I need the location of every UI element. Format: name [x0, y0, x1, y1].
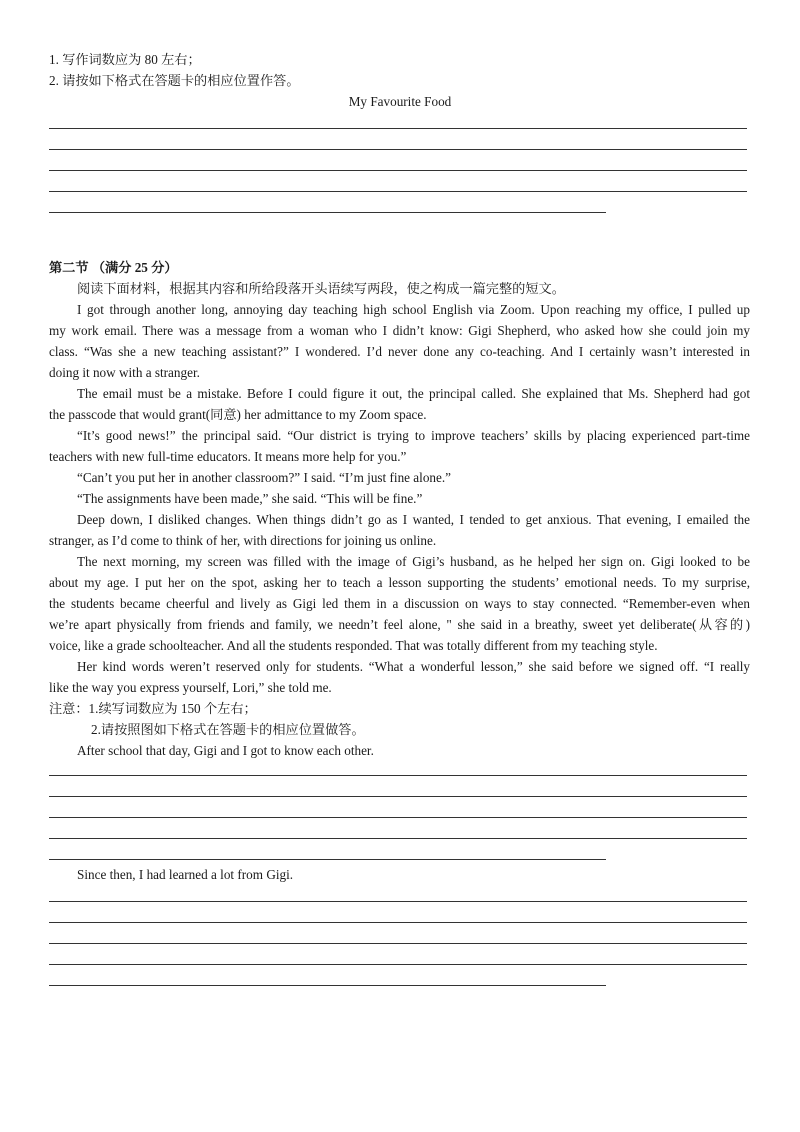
- answer-line: [49, 859, 606, 860]
- story-line: voice, like a grade schoolteacher. And all the students responded. That was totally different from my teaching style.: [49, 638, 658, 653]
- story-line: Her kind words weren’t reserved only for students. “What a wonderful lesson,” she said before we signed off. “I really: [77, 659, 750, 674]
- story-line: like the way you express yourself, Lori,” she told me.: [49, 680, 332, 695]
- story-line: the passcode that would grant(同意) her admittance to my Zoom space.: [49, 407, 427, 422]
- answer-line: [49, 922, 747, 923]
- story-line: the students became cheerful and lively as Gigi led them in a discussion on ways to stay connected. “Remember-even when: [49, 596, 750, 611]
- answer-line: [49, 964, 747, 965]
- story-line: Deep down, I disliked changes. When things didn’t go as I wanted, I tended to get anxious. That evening, I emailed the: [77, 512, 750, 527]
- answer-line: [49, 775, 747, 776]
- answer-line: [49, 128, 747, 129]
- story-line: about my age. I put her on the spot, asking her to teach a lesson supporting the students’ emotional needs. To my surprise,: [49, 575, 750, 590]
- story-line: The next morning, my screen was filled with the image of Gigi’s husband, as he helped her sign on. Gigi looked to be: [77, 554, 750, 569]
- answer-line: [49, 943, 747, 944]
- story-line: “The assignments have been made,” she said. “This will be fine.”: [77, 491, 423, 506]
- note-format: 2.请按照图如下格式在答题卡的相应位置做答。: [91, 722, 365, 737]
- answer-line: [49, 212, 606, 213]
- answer-line: [49, 817, 747, 818]
- answer-line: [49, 796, 747, 797]
- answer-line: [49, 838, 747, 839]
- story-line: stranger, as I’d come to think of her, with directions for joining us online.: [49, 533, 437, 548]
- story-line: “Can’t you put her in another classroom?” I said. “I’m just fine alone.”: [77, 470, 452, 485]
- story-line: doing it now with a stranger.: [49, 365, 200, 380]
- story-line: I got through another long, annoying day teaching high school English via Zoom. Upon reaching my office, I pulled up: [77, 302, 750, 317]
- story-line: class. “Was she a new teaching assistant?” I wondered. I’d never done any co-teaching. And I certainly wasn’t interested in: [49, 344, 750, 359]
- instruction-word-count: 1. 写作词数应为 80 左右；: [49, 52, 201, 67]
- answer-line: [49, 149, 747, 150]
- answer-line: [49, 985, 606, 986]
- section-intro: 阅读下面材料，根据其内容和所给段落开头语续写两段，使之构成一篇完整的短文。: [77, 281, 565, 296]
- essay-title: My Favourite Food: [348, 94, 452, 109]
- story-line: teachers with new full-time educators. It means more help for you.”: [49, 449, 407, 464]
- continuation-prompt-2: Since then, I had learned a lot from Gigi.: [77, 867, 294, 882]
- continuation-prompt-1: After school that day, Gigi and I got to know each other.: [77, 743, 374, 758]
- answer-line: [49, 191, 747, 192]
- answer-line: [49, 901, 747, 902]
- instruction-format: 2. 请按如下格式在答题卡的相应位置作答。: [49, 73, 300, 88]
- story-line: The email must be a mistake. Before I could figure it out, the principal called. She explained that Ms. Shepherd had got: [77, 386, 750, 401]
- story-line: my work email. There was a message from a woman who I didn’t know: Gigi Shepherd, who asked how she could join my: [49, 323, 750, 338]
- answer-line: [49, 170, 747, 171]
- story-line: “It’s good news!” the principal said. “Our district is trying to improve teachers’ skills by placing experienced part-time: [77, 428, 750, 443]
- note-word-count: 注意：1.续写词数应为 150 个左右；: [49, 701, 257, 716]
- story-line: we’re apart physically from friends and family, we needn’t feel alone, " she said in a breathy, sweet yet deliberate(从容的): [49, 617, 750, 632]
- section-heading: 第二节 （满分 25 分）: [49, 260, 178, 275]
